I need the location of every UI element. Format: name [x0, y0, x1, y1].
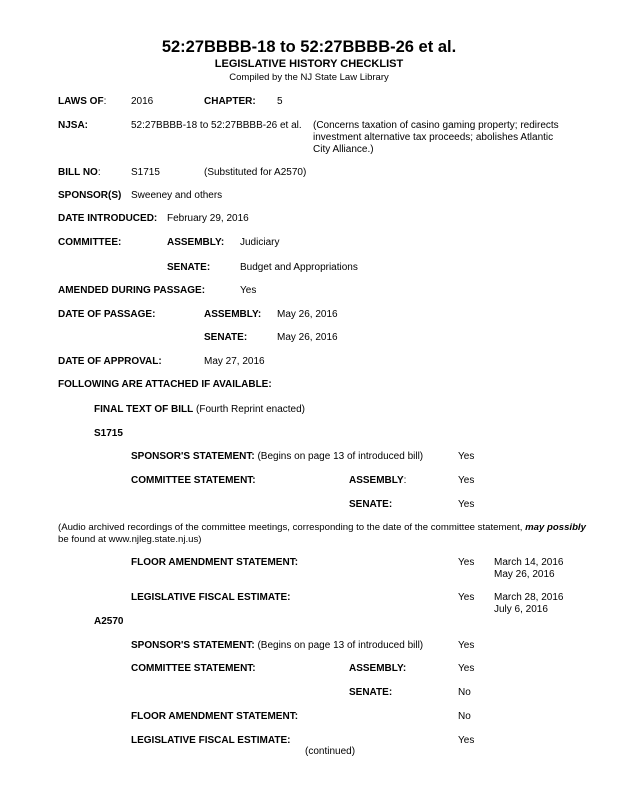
- audio-note: (Audio archived recordings of the committee meetings, corresponding to the date of the committee statement, may possibly: [58, 522, 586, 533]
- s1715-floor-amendment-date-1: March 14, 2016: [494, 557, 564, 568]
- s1715-committee-senate-value: Yes: [458, 499, 475, 510]
- sponsor-value: Sweeney and others: [131, 190, 223, 201]
- passage-senate-label: SENATE:: [204, 332, 248, 343]
- committee-assembly-value: Judiciary: [240, 237, 280, 248]
- s1715-floor-amendment-date-2: May 26, 2016: [494, 569, 555, 580]
- final-text-of-bill: FINAL TEXT OF BILL (Fourth Reprint enacted): [94, 404, 305, 415]
- njsa-value: 52:27BBBB-18 to 52:27BBBB-26 et al.: [131, 120, 302, 131]
- sponsor-label: SPONSOR(S): [58, 190, 122, 201]
- s1715-committee-assembly-label: ASSEMBLY:: [349, 475, 407, 486]
- continued-note: (continued): [305, 746, 356, 757]
- a2570-committee-assembly-value: Yes: [458, 663, 475, 674]
- s1715-fiscal-estimate-date-1: March 28, 2016: [494, 592, 564, 603]
- a2570-committee-senate-label: SENATE:: [349, 687, 393, 698]
- a2570-sponsor-value: Yes: [458, 640, 475, 651]
- a2570-floor-amendment-label: FLOOR AMENDMENT STATEMENT:: [131, 711, 299, 722]
- date-introduced-label: DATE INTRODUCED:: [58, 213, 158, 224]
- s1715-heading: S1715: [94, 428, 123, 439]
- s1715-committee-label: COMMITTEE STATEMENT:: [131, 475, 256, 486]
- committee-assembly-label: ASSEMBLY:: [167, 237, 225, 248]
- s1715-sponsor-statement: SPONSOR'S STATEMENT: (Begins on page 13 of introduced bill): [131, 451, 424, 462]
- chapter-value: 5: [277, 96, 283, 107]
- laws-of-label: LAWS OF:: [58, 96, 107, 107]
- committee-label: COMMITTEE:: [58, 237, 122, 248]
- njsa-label: NJSA:: [58, 120, 89, 131]
- committee-senate-value: Budget and Appropriations: [240, 262, 358, 273]
- bill-no-label: BILL NO:: [58, 167, 101, 178]
- s1715-committee-senate-label: SENATE:: [349, 499, 393, 510]
- bill-substituted: (Substituted for A2570): [204, 167, 307, 178]
- a2570-committee-senate-value: No: [458, 687, 471, 698]
- s1715-floor-amendment-value: Yes: [458, 557, 475, 568]
- laws-year: 2016: [131, 96, 154, 107]
- passage-label: DATE OF PASSAGE:: [58, 309, 156, 320]
- s1715-committee-assembly-value: Yes: [458, 475, 475, 486]
- date-introduced-value: February 29, 2016: [167, 213, 249, 224]
- chapter-label: CHAPTER:: [204, 96, 256, 107]
- a2570-committee-label: COMMITTEE STATEMENT:: [131, 663, 256, 674]
- committee-senate-label: SENATE:: [167, 262, 211, 273]
- s1715-floor-amendment-label: FLOOR AMENDMENT STATEMENT:: [131, 557, 299, 568]
- audio-note-line-2: be found at www.njleg.state.nj.us): [58, 534, 202, 545]
- passage-assembly-label: ASSEMBLY:: [204, 309, 262, 320]
- s1715-fiscal-estimate-value: Yes: [458, 592, 475, 603]
- approval-value: May 27, 2016: [204, 356, 265, 367]
- approval-label: DATE OF APPROVAL:: [58, 356, 162, 367]
- s1715-fiscal-estimate-label: LEGISLATIVE FISCAL ESTIMATE:: [131, 592, 291, 603]
- a2570-heading: A2570: [94, 616, 124, 627]
- a2570-committee-assembly-label: ASSEMBLY:: [349, 663, 407, 674]
- passage-senate-value: May 26, 2016: [277, 332, 338, 343]
- attached-heading: FOLLOWING ARE ATTACHED IF AVAILABLE:: [58, 379, 272, 390]
- bill-number: S1715: [131, 167, 160, 178]
- page-title: 52:27BBBB-18 to 52:27BBBB-26 et al.: [161, 38, 457, 56]
- a2570-fiscal-estimate-label: LEGISLATIVE FISCAL ESTIMATE:: [131, 735, 291, 746]
- passage-assembly-value: May 26, 2016: [277, 309, 338, 320]
- a2570-floor-amendment-value: No: [458, 711, 471, 722]
- njsa-description: (Concerns taxation of casino gaming property; redirects investment alternative tax proceeds; abolishes Atlantic City Alliance.): [313, 120, 559, 155]
- page-subtitle: LEGISLATIVE HISTORY CHECKLIST: [214, 58, 404, 70]
- amended-value: Yes: [240, 285, 257, 296]
- s1715-sponsor-value: Yes: [458, 451, 475, 462]
- a2570-sponsor-statement: SPONSOR'S STATEMENT: (Begins on page 13 of introduced bill): [131, 640, 424, 651]
- a2570-fiscal-estimate-value: Yes: [458, 735, 475, 746]
- s1715-fiscal-estimate-date-2: July 6, 2016: [494, 604, 548, 615]
- compiled-by: Compiled by the NJ State Law Library: [229, 72, 389, 83]
- amended-label: AMENDED DURING PASSAGE:: [58, 285, 206, 296]
